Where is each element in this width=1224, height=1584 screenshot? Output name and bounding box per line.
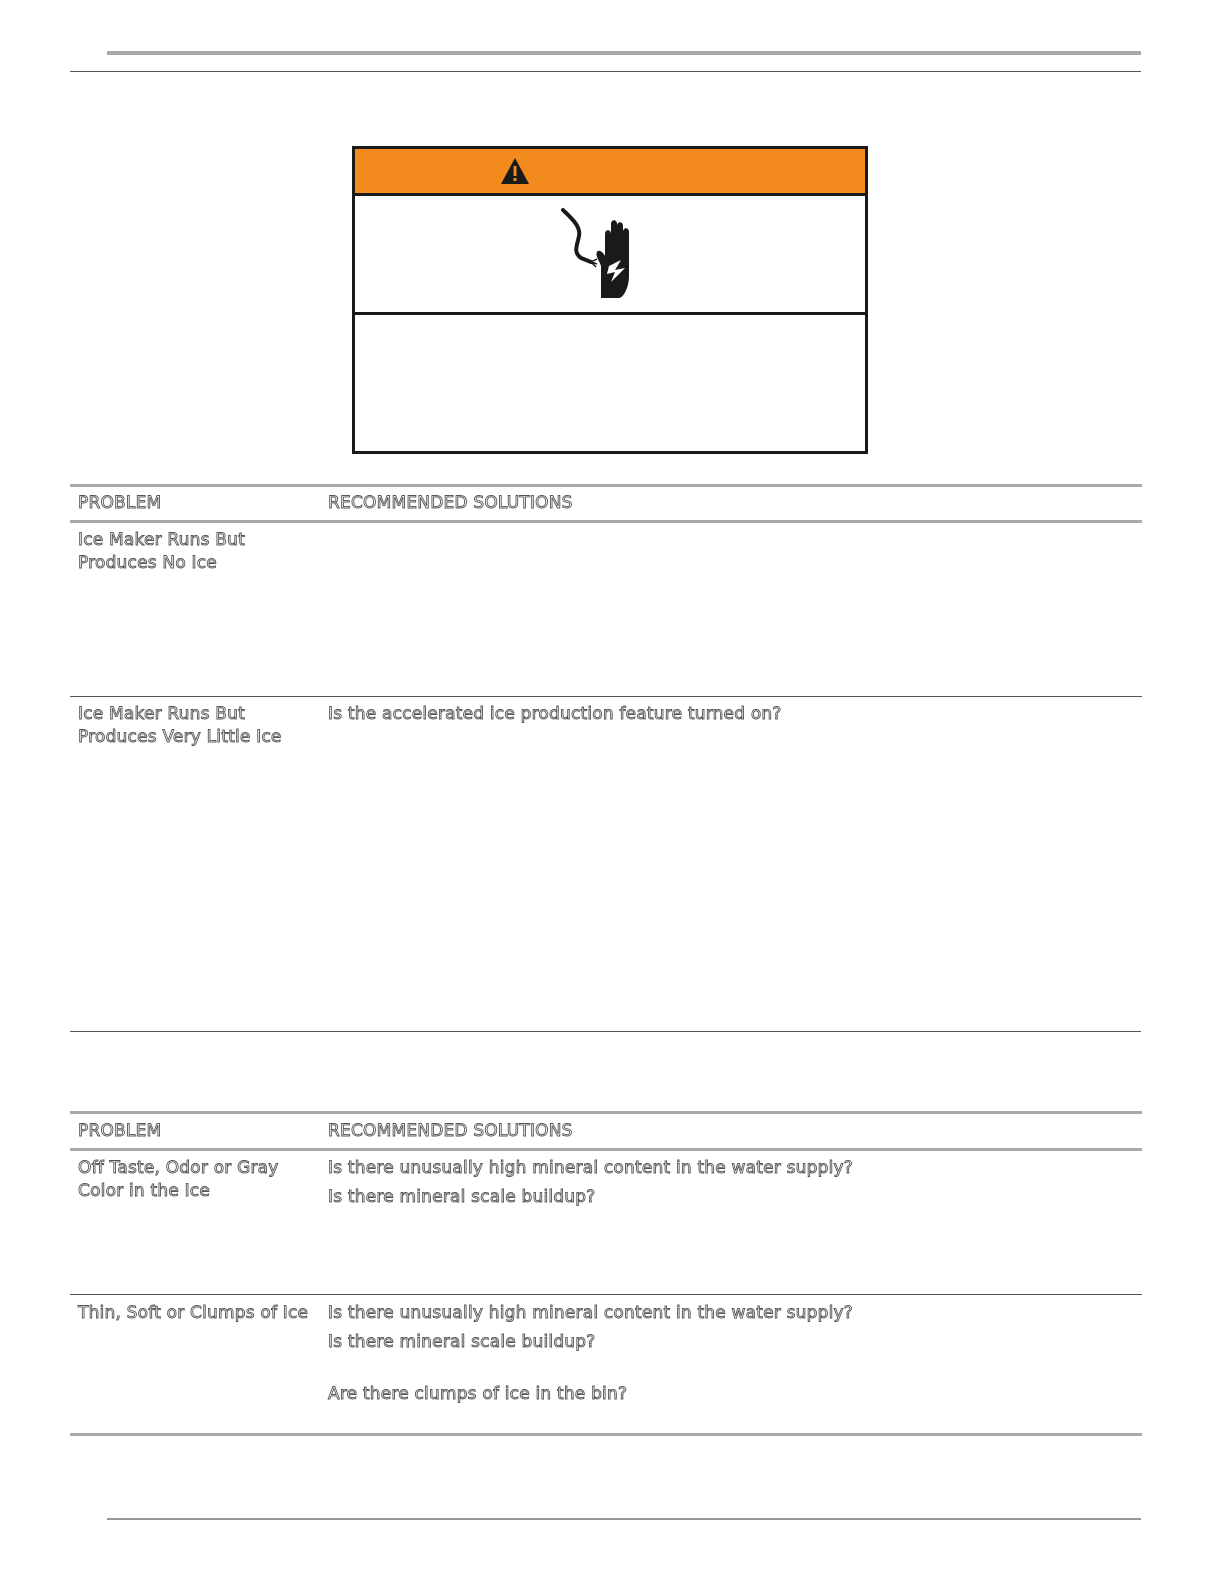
table2-row2-problem-line1: Thin, Soft or Clumps of Ice (78, 1303, 309, 1323)
table2-top-rule (70, 1111, 1142, 1114)
table1-top-rule (70, 484, 1142, 487)
table2-row1-solution2: Is there mineral scale buildup? (328, 1187, 596, 1207)
table2-header-problem: PROBLEM (78, 1121, 162, 1141)
electric-shock-hand-icon (555, 206, 651, 302)
table1-header-solutions: RECOMMENDED SOLUTIONS (328, 493, 573, 513)
table2-row2-solution3: Are there clumps of ice in the bin? (328, 1384, 628, 1404)
table2-header-rule (70, 1148, 1142, 1151)
top-rule-thin (70, 71, 1141, 72)
table2-row2-solution1: Is there unusually high mineral content in the water supply? (328, 1303, 854, 1323)
table2-row1-problem-line2: Color in the Ice (78, 1181, 211, 1201)
table1-row1-problem-line1: Ice Maker Runs But (78, 530, 245, 550)
table2-row-divider (70, 1294, 1142, 1295)
table1-header-problem: PROBLEM (78, 493, 162, 513)
table1-bottom-rule (70, 1031, 1141, 1032)
table2-row1-solution1: Is there unusually high mineral content in the water supply? (328, 1158, 854, 1178)
table2-header-solutions: RECOMMENDED SOLUTIONS (328, 1121, 573, 1141)
warning-box (352, 146, 868, 454)
table2-row2-solution2: Is there mineral scale buildup? (328, 1332, 596, 1352)
table2-bottom-rule (70, 1433, 1142, 1436)
table1-row2-problem-line1: Ice Maker Runs But (78, 704, 245, 724)
warning-triangle-icon (500, 157, 530, 185)
table1-row2-solution1: Is the accelerated ice production feature turned on? (328, 704, 782, 724)
table2-row1-problem-line1: Off Taste, Odor or Gray (78, 1158, 279, 1178)
table1-row2-problem-line2: Produces Very Little Ice (78, 727, 282, 747)
top-rule-thick (107, 51, 1141, 55)
warning-pictogram-area (355, 196, 865, 315)
footer-rule (107, 1518, 1141, 1520)
warning-header-bar (355, 149, 865, 196)
table1-row1-problem-line2: Produces No Ice (78, 553, 217, 573)
table1-row-divider (70, 696, 1142, 697)
table1-header-rule (70, 520, 1142, 523)
